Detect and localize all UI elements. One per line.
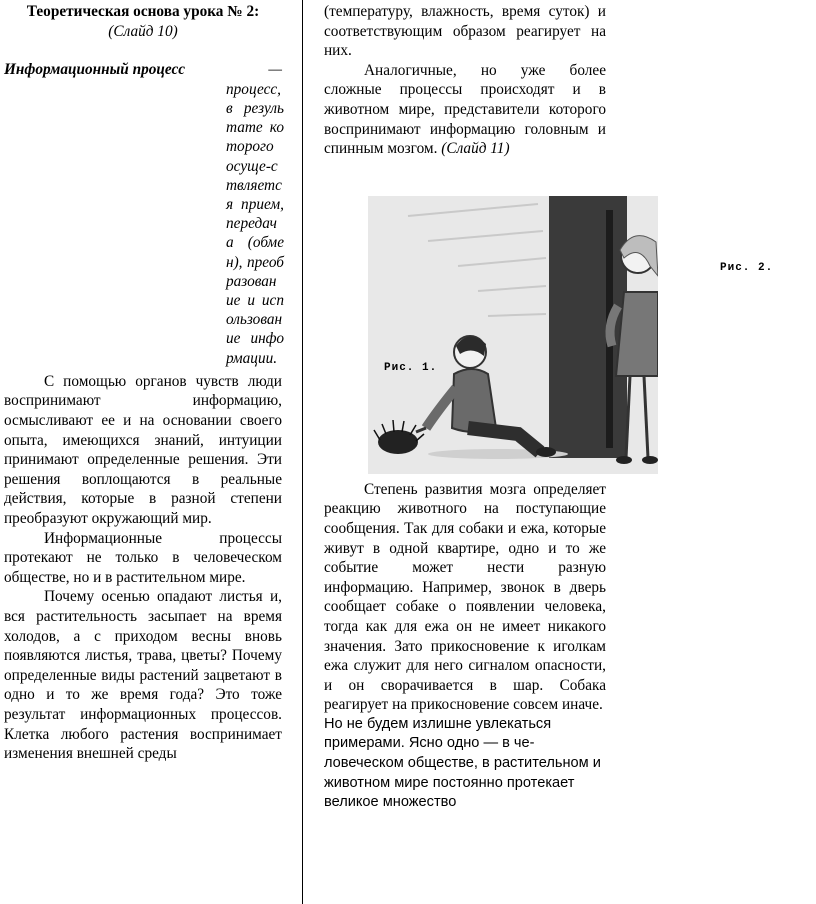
figure-label-1: Рис. 1. [384,362,438,374]
slide-reference-11: (Слайд 11) [441,140,510,158]
slide-reference-10: (Слайд 10) [108,22,178,40]
paragraph-brain: Степень развития мозга определяет реакцию животного на поступающие сообщения. Так для собаки и ежа, которые живут в одной квартире, одно и то же событие может нести разную информацию. Например, звонок в дверь сообщает собаке о появлении человека, тогда как для ежа он не имеет никакого значения. Зато прикосновение к иголкам ежа служит для него сигналом опасности, и он сворачивается в шар. Собака реагирует на прикосновение совсем иначе. [324,480,606,714]
illustration-drawing [368,196,658,474]
paragraph-animals [324,61,606,159]
paragraph-senses: С помощью органов чувств люди воспринимают информацию, осмысливают ее и на основании своего опыта, имеющихся знаний, интуиции принимают определенные решения. Эти решения воплощаются в реальные действия, которые в разной степени преобразуют окружающий мир. [4,372,282,527]
paragraph-plants: Почему осенью опадают листья и, вся растительность засыпает на время холодов, а с приходом весны вновь появляются листья, трава, цветы? Почему определенные виды растений зацветают в одно и то же время года? Это тоже результат информационных процессов. Клетка любого растения воспринимает изменения внешней среды [4,588,282,763]
illustration-boy-hedgehog-girl [368,196,658,474]
definition-dash: — [268,61,282,79]
wall-texture [408,204,546,316]
left-column [4,2,282,764]
definition-text: процесс, в результате которого осуще-ствляется прием, передача (обмен), преобразование и использование информации. [226,80,284,367]
definition-heading [4,60,282,80]
paragraph-temperature: (температуру, влажность, время суток) и соответствующим образом реагирует на них. [324,3,606,60]
animals-text: Аналогичные, но уже более сложные процессы происходят и в животном мире, представители которого воспринимают информацию головным и спинным мозгом. [324,61,606,158]
lesson-title: Теоретическая основа урока № 2: [26,3,260,20]
hedgehog [374,420,424,454]
figure-label-2: Рис. 2. [720,262,774,274]
boy [416,336,556,457]
door [549,196,627,458]
paragraph-examples: Но не будем излишне увлекаться примерами. Ясно одно — в че-ловеческом обществе, в растительном и животном мире постоянно протекает великое множество [324,715,601,811]
column-divider [302,0,303,904]
definition-term: Информационный процесс [4,61,186,79]
paragraph-processes: Информационные процессы протекают не только в человеческом обществе, но и в растительном мире. [4,529,282,586]
